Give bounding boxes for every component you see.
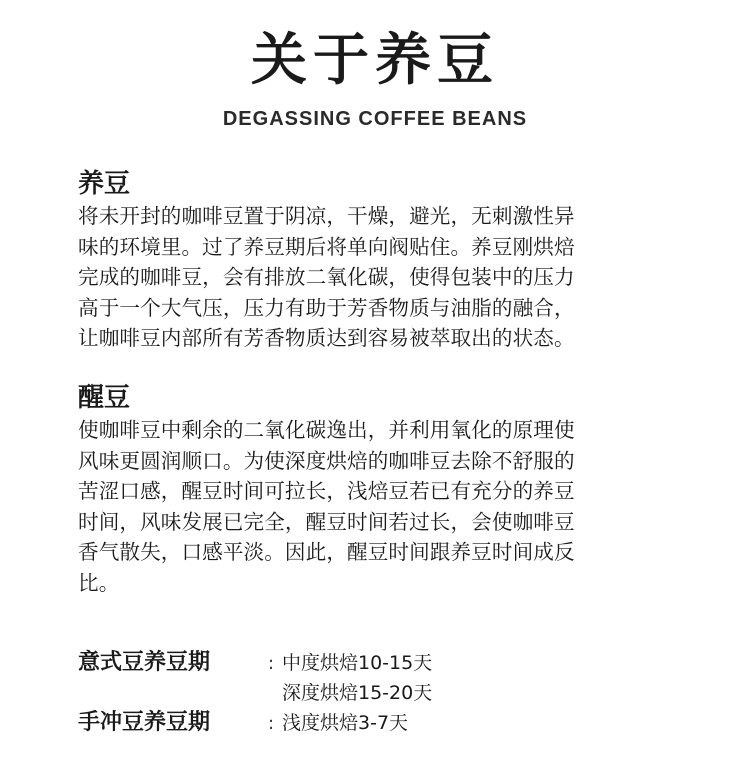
paragraph-line: 香气散失，口感平淡。因此，醒豆时间跟养豆时间成反 <box>78 540 575 565</box>
period-row-pourover <box>78 708 432 738</box>
period-value: 浅度烘焙3-7天 <box>282 712 409 734</box>
paragraph-line: 完成的咖啡豆，会有排放二氧化碳，使得包装中的压力 <box>78 265 575 290</box>
period-colon: : <box>267 713 275 734</box>
period-value: 深度烘焙15-20天 <box>282 682 433 704</box>
section-body <box>78 415 688 599</box>
section-yangdou <box>78 169 688 354</box>
period-row-espresso <box>78 648 432 678</box>
period-label: 手冲豆养豆期 <box>78 710 211 735</box>
paragraph-line: 时间，风味发展已完全，醒豆时间若过长，会使咖啡豆 <box>78 509 575 534</box>
period-label: 意式豆养豆期 <box>78 650 211 675</box>
paragraph-line: 比。 <box>78 570 120 595</box>
section-heading: 养豆 <box>78 169 131 199</box>
paragraph-line: 风味更圆润顺口。为使深度烘焙的咖啡豆去除不舒服的 <box>78 448 575 473</box>
paragraph-line: 味的环境里。过了养豆期后将单向阀贴住。养豆刚烘焙 <box>78 234 575 259</box>
page-subtitle: DEGASSING COFFEE BEANS <box>222 108 528 130</box>
paragraph-line: 让咖啡豆内部所有芳香物质达到容易被萃取出的状态。 <box>78 326 575 351</box>
section-body <box>78 201 688 354</box>
period-colon: : <box>267 653 275 674</box>
paragraph-line: 苦涩口感，醒豆时间可拉长，浅焙豆若已有充分的养豆 <box>78 479 575 504</box>
period-row-espresso-dark <box>78 678 432 708</box>
section-xingdou <box>78 383 688 599</box>
paragraph-line: 使咖啡豆中剩余的二氧化碳逸出，并利用氧化的原理使 <box>78 418 575 442</box>
degassing-period-table <box>78 648 432 738</box>
page-title: 关于养豆 <box>251 28 499 93</box>
section-heading: 醒豆 <box>78 383 131 413</box>
paragraph-line: 高于一个大气压，压力有助于芳香物质与油脂的融合， <box>78 295 575 320</box>
paragraph-line: 将未开封的咖啡豆置于阴凉，干燥，避光，无刺激性异 <box>78 204 575 228</box>
period-value: 中度烘焙10-15天 <box>282 652 433 674</box>
